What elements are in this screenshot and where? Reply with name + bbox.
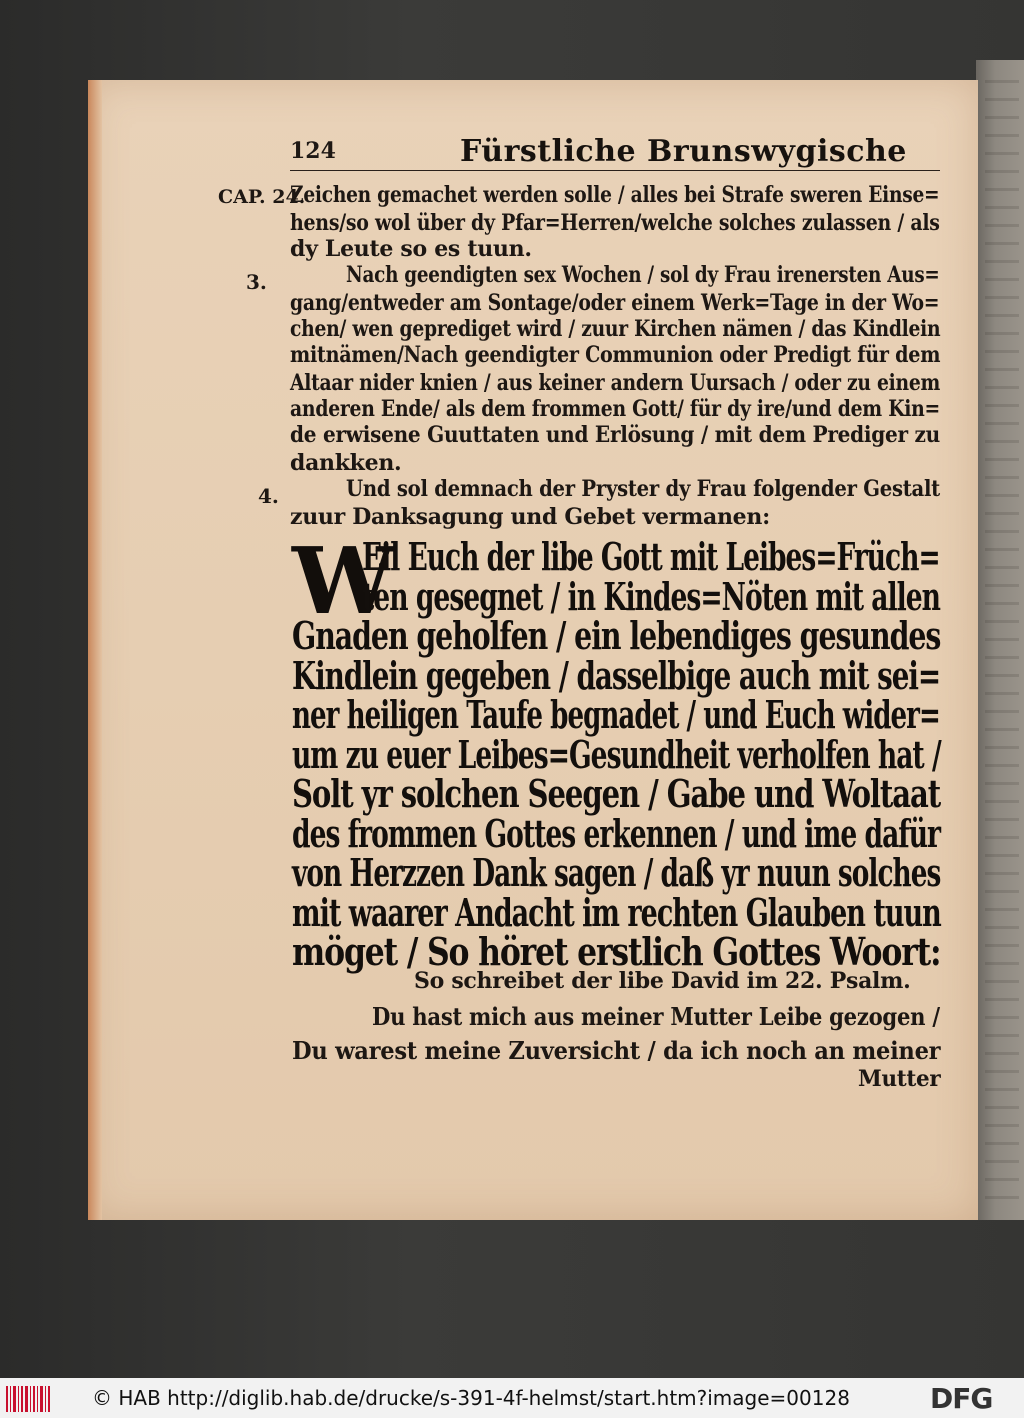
margin-number-3: 3.	[246, 270, 267, 294]
viewer-footer	[0, 1378, 1024, 1418]
text-line: Und sol demnach der Pryster dy Frau folgender Gestalt	[346, 476, 940, 502]
decorated-initial: W	[292, 527, 396, 635]
prayer-line: von Herzzen Dank sagen / daß yr nuun solches	[292, 850, 941, 895]
dfg-logo: DFG	[930, 1382, 993, 1415]
running-head: Fürstliche Brunswygische	[460, 134, 907, 169]
text-line: dy Leute so es tuun.	[290, 236, 532, 262]
text-line: gang/entweder am Sontage/oder einem Werk=Tage in der Wo=	[290, 290, 940, 316]
text-line: Altaar nider knien / aus keiner andern Uursach / oder zu einem	[290, 370, 941, 396]
chapter-marker: CAP. 24.	[218, 186, 306, 208]
prayer-line: des frommen Gottes erkennen / und ime dafür	[292, 810, 941, 856]
text-line: Nach geendigten sex Wochen / sol dy Frau irenersten Aus=	[346, 262, 940, 288]
text-line: mitnämen/Nach geendigter Communion oder Predigt für dem	[290, 342, 941, 368]
margin-number-4: 4.	[258, 484, 279, 508]
page-number: 124	[290, 138, 336, 164]
page-binding-edge	[88, 80, 102, 1220]
catchword: Mutter	[858, 1066, 941, 1092]
prayer-line: ner heiligen Taufe begnadet / und Euch wider=	[292, 692, 940, 737]
prayer-line: ten gesegnet / in Kindes=Nöten mit allen	[362, 573, 941, 619]
prayer-line: Eil Euch der libe Gott mit Leibes=Früch=	[362, 534, 940, 579]
adjacent-page-text-shadow	[985, 80, 1019, 1200]
prayer-line: Gnaden geholfen / ein lebendiges gesundes	[292, 613, 941, 658]
psalm-line: Du hast mich aus meiner Mutter Leibe gezogen /	[372, 1002, 940, 1031]
text-line: dankken.	[290, 450, 402, 476]
prayer-line: möget / So höret erstlich Gottes Woort:	[292, 929, 941, 974]
copyright-link[interactable]: © HAB http://diglib.hab.de/drucke/s-391-4f-helmst/start.htm?image=00128	[92, 1386, 850, 1410]
prayer-line: mit waarer Andacht im rechten Glauben tuun	[292, 889, 941, 935]
prayer-line: um zu euer Leibes=Gesundheit verholfen hat /	[292, 731, 941, 777]
psalm-line: Du warest meine Zuversicht / da ich noch an meiner	[292, 1036, 941, 1065]
barcode-icon	[6, 1386, 50, 1412]
text-line: anderen Ende/ als dem frommen Gott/ für dy ire/und dem Kin=	[290, 396, 941, 422]
page-header	[290, 134, 940, 171]
text-line: Zeichen gemachet werden solle / alles bei Strafe sweren Einse=	[290, 182, 940, 208]
psalm-line: So schreibet der libe David im 22. Psalm.	[414, 968, 911, 994]
prayer-line: Solt yr solchen Seegen / Gabe und Woltaat	[292, 771, 941, 816]
text-line: zuur Danksagung und Gebet vermanen:	[290, 504, 770, 530]
text-line: de erwisene Guuttaten und Erlösung / mit dem Prediger zu	[290, 422, 940, 448]
text-line: chen/ wen geprediget wird / zuur Kirchen nämen / das Kindlein	[290, 316, 941, 342]
prayer-line: Kindlein gegeben / dasselbige auch mit sei=	[292, 652, 941, 698]
text-line: hens/so wol über dy Pfar=Herren/welche solches zulassen / als	[290, 210, 940, 236]
